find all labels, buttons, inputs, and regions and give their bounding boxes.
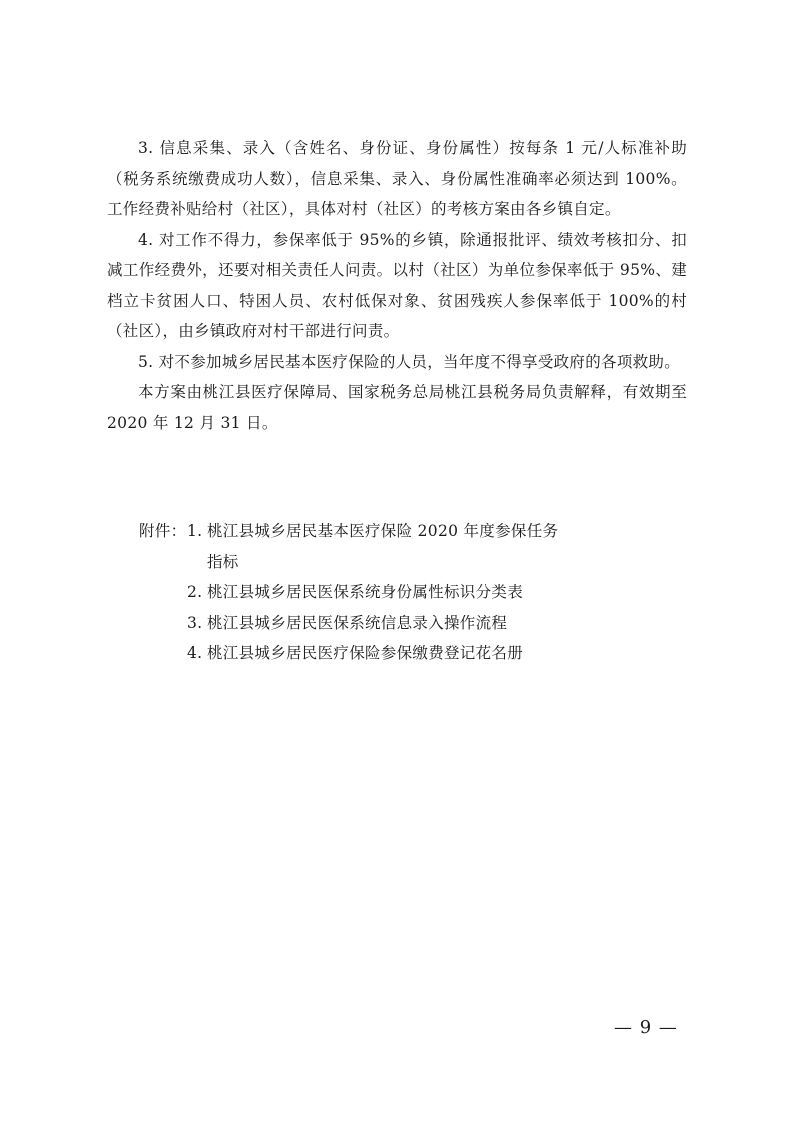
attachment-title-continuation: 指标	[207, 552, 239, 571]
attachment-item-1-continuation	[139, 547, 599, 578]
attachment-number: 1.	[187, 522, 203, 540]
attachment-item-2	[139, 577, 599, 608]
attachment-title: 桃江县城乡居民基本医疗保险 2020 年度参保任务	[207, 522, 559, 540]
paragraph-interpretation: 本方案由桃江县医疗保障局、国家税务总局桃江县税务局负责解释，有效期至 2020 年 12 月 31 日。	[107, 383, 687, 432]
paragraph-item-5: 5. 对不参加城乡居民基本医疗保险的人员，当年度不得享受政府的各项救助。	[138, 352, 681, 371]
attachment-number: 2.	[187, 583, 203, 601]
attachments-label: 附件：	[139, 522, 187, 540]
attachments-list	[139, 516, 599, 669]
page-number: — 9 —	[614, 1017, 678, 1038]
attachment-number: 4.	[187, 644, 203, 662]
body-text	[107, 133, 687, 438]
attachment-title: 桃江县城乡居民医保系统信息录入操作流程	[207, 613, 508, 632]
paragraph-item-3: 3. 信息采集、录入（含姓名、身份证、身份属性）按每条 1 元/人标准补助（税务系统缴费成功人数），信息采集、录入、身份属性准确率必须达到 100%。工作经费补贴给村（社区），具体对村（社区）的考核方案由各乡镇自定。	[107, 139, 687, 218]
attachment-item-1	[139, 516, 599, 547]
paragraph-item-4: 4. 对工作不得力，参保率低于 95%的乡镇，除通报批评、绩效考核扣分、扣减工作经费外，还要对相关责任人问责。以村（社区）为单位参保率低于 95%、建档立卡贫困人口、特困人员、农村低保对象、贫困残疾人参保率低于 100%的村（社区），由乡镇政府对村干部进行问责。	[107, 230, 687, 340]
attachment-title: 桃江县城乡居民医疗保险参保缴费登记花名册	[207, 644, 524, 662]
attachment-item-4	[139, 638, 599, 669]
attachment-item-3	[139, 608, 599, 639]
attachment-number: 3.	[187, 613, 203, 632]
attachment-title: 桃江县城乡居民医保系统身份属性标识分类表	[207, 583, 524, 601]
